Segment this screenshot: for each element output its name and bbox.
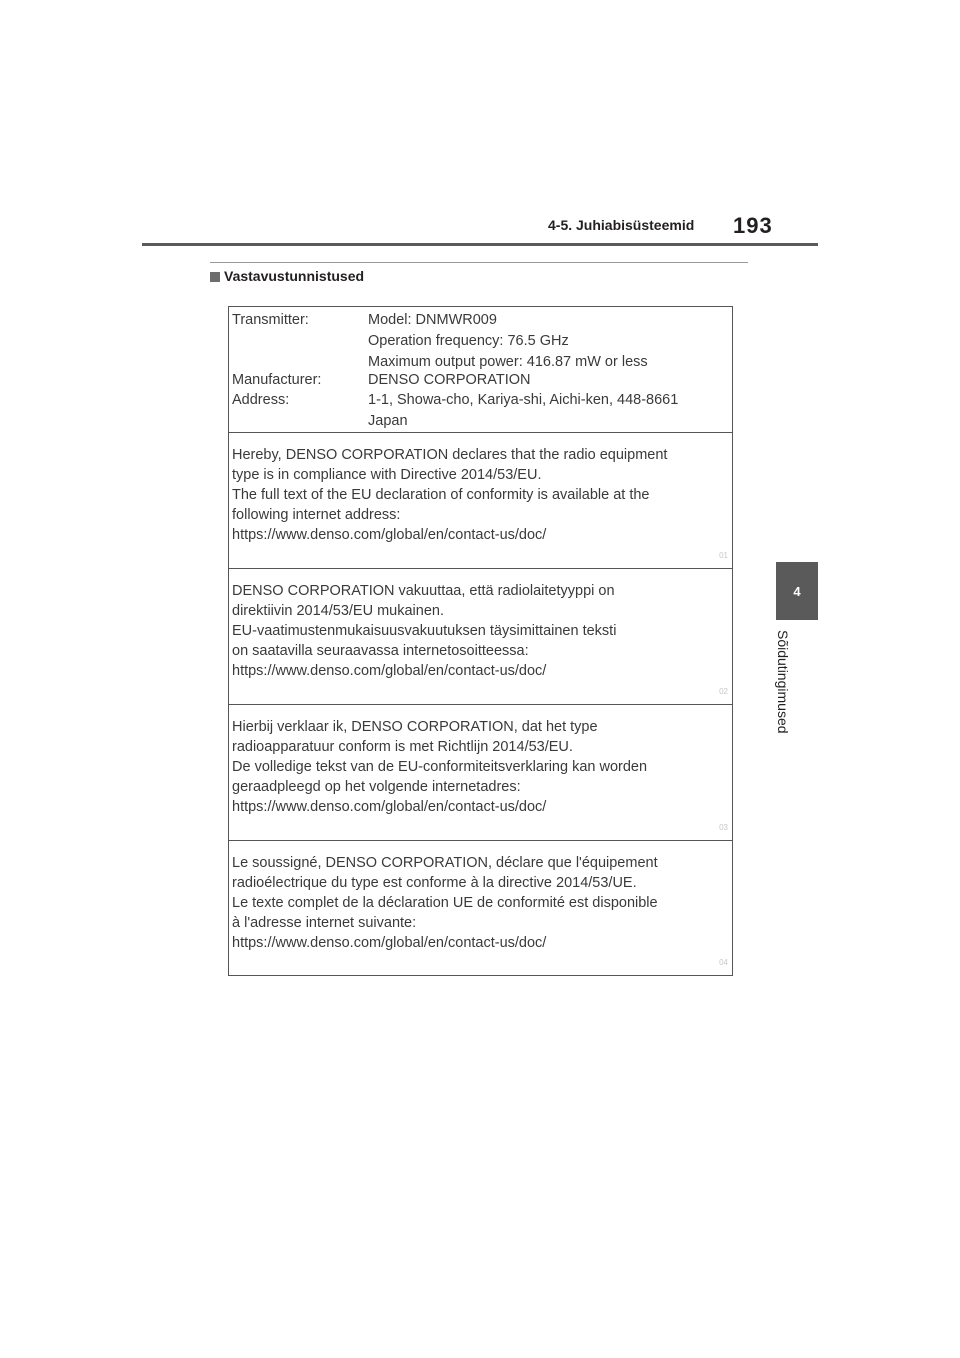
square-bullet-icon — [210, 272, 220, 282]
declaration-text — [232, 445, 667, 545]
address-label: Address: — [232, 392, 290, 408]
declaration-line: https://www.denso.com/global/en/contact-us/doc/ — [232, 935, 547, 951]
declaration-text — [232, 717, 647, 817]
declaration-line: The full text of the EU declaration of conformity is available at the — [232, 487, 650, 503]
chapter-label-container — [775, 630, 807, 750]
section-heading-text: Vastavustunnistused — [224, 268, 365, 284]
declaration-line: Hierbij verklaar ik, DENSO CORPORATION, dat het type — [232, 719, 598, 735]
declaration-block-english — [229, 433, 732, 569]
model-text: Model: DNMWR009 — [368, 312, 497, 328]
chapter-tab — [776, 562, 818, 620]
declaration-line: direktiivin 2014/53/EU mukainen. — [232, 603, 444, 619]
declaration-line: Hereby, DENSO CORPORATION declares that the radio equipment — [232, 447, 668, 463]
section-divider — [210, 262, 748, 263]
frequency-text: Operation frequency: 76.5 GHz — [368, 333, 569, 349]
manufacturer-text: DENSO CORPORATION — [368, 372, 531, 388]
declaration-line: radioélectrique du type est conforme à la directive 2014/53/UE. — [232, 875, 637, 891]
declaration-line: following internet address: — [232, 507, 401, 523]
declaration-line: type is in compliance with Directive 2014/53/EU. — [232, 467, 542, 483]
declaration-block-finnish — [229, 569, 732, 705]
transmitter-info-box — [229, 307, 732, 433]
declaration-line: https://www.denso.com/global/en/contact-us/doc/ — [232, 663, 547, 679]
block-code: 03 — [719, 823, 728, 832]
declaration-line: geraadpleegd op het volgende internetadres: — [232, 779, 521, 795]
header-section-title: 4-5. Juhiabisüsteemid — [548, 217, 695, 233]
declaration-line: DENSO CORPORATION vakuuttaa, että radiolaitetyyppi on — [232, 583, 615, 599]
chapter-number: 4 — [793, 583, 801, 599]
declaration-line: Le soussigné, DENSO CORPORATION, déclare que l'équipement — [232, 855, 658, 871]
block-code: 01 — [719, 551, 728, 560]
declaration-line: à l'adresse internet suivante: — [232, 915, 417, 931]
declaration-line: EU-vaatimustenmukaisuusvakuutuksen täysimittainen teksti — [232, 623, 617, 639]
chapter-label: Sõidutingimused — [775, 630, 791, 734]
declaration-line: on saatavilla seuraavassa internetosoitteessa: — [232, 643, 529, 659]
declaration-line: De volledige tekst van de EU-conformiteitsverklaring kan worden — [232, 759, 648, 775]
block-code: 04 — [719, 958, 728, 967]
declaration-line: radioapparatuur conform is met Richtlijn 2014/53/EU. — [232, 739, 573, 755]
address-line-1: 1-1, Showa-cho, Kariya-shi, Aichi-ken, 448-8661 — [368, 392, 679, 408]
page-number: 193 — [733, 213, 773, 238]
section-heading — [210, 268, 364, 284]
manufacturer-label: Manufacturer: — [232, 372, 322, 388]
declaration-line: https://www.denso.com/global/en/contact-us/doc/ — [232, 527, 547, 543]
declaration-text — [232, 853, 658, 953]
declaration-line: https://www.denso.com/global/en/contact-us/doc/ — [232, 799, 547, 815]
power-text: Maximum output power: 416.87 mW or less — [368, 354, 648, 370]
declaration-block-dutch — [229, 705, 732, 841]
block-code: 02 — [719, 687, 728, 696]
address-line-2: Japan — [368, 413, 408, 429]
declaration-block-french — [229, 841, 732, 975]
transmitter-label: Transmitter: — [232, 312, 309, 328]
header-divider — [142, 243, 818, 246]
declaration-text — [232, 581, 616, 681]
declaration-of-conformity — [228, 306, 733, 976]
declaration-line: Le texte complet de la déclaration UE de conformité est disponible — [232, 895, 658, 911]
